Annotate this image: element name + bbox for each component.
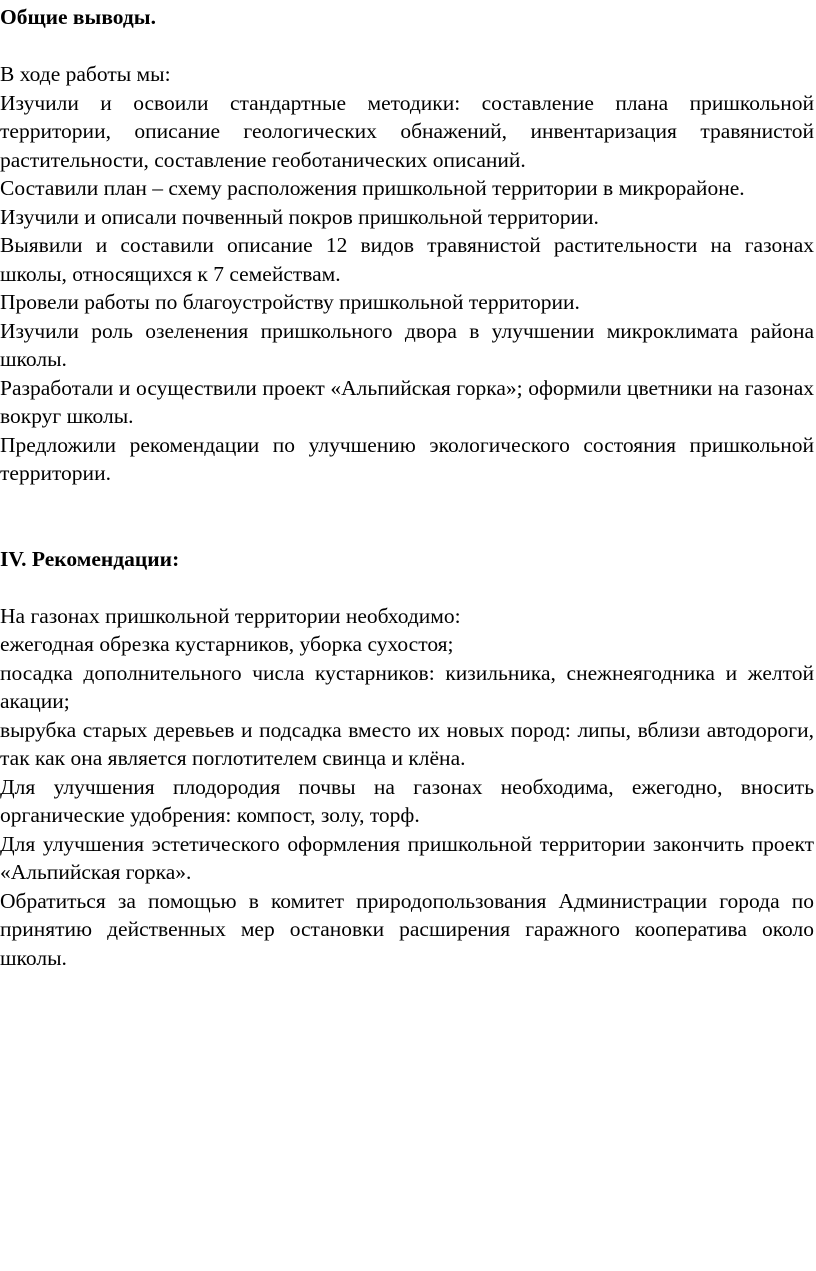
section-heading-recommendations: IV. Рекомендации: <box>0 546 180 571</box>
conclusion-item: Изучили и освоили стандартные методики: составление плана пришкольной территории, описание геологических обнажений, инвентаризация травянистой растительности, составление геоботанических описаний. <box>0 90 814 172</box>
conclusion-item: Предложили рекомендации по улучшению экологического состояния пришкольной территории. <box>0 432 814 485</box>
section-intro: В ходе работы мы: <box>0 62 171 86</box>
recommendation-item: Для улучшения эстетического оформления пришкольной территории закончить проект «Альпийская горка». <box>0 831 814 884</box>
recommendation-item: посадка дополнительного числа кустарников: кизильника, снежнеягодника и желтой акации; <box>0 660 814 713</box>
spacer <box>0 573 814 602</box>
section-heading-general-conclusions: Общие выводы. <box>0 5 156 29</box>
section-intro: На газонах пришкольной территории необходимо: <box>0 603 461 628</box>
recommendation-item: Для улучшения плодородия почвы на газонах необходима, ежегодно, вносить органические удобрения: компост, золу, торф. <box>0 774 814 827</box>
conclusion-item: Разработали и осуществили проект «Альпийская горка»; оформили цветники на газонах вокруг школы. <box>0 375 814 428</box>
recommendation-item: ежегодная обрезка кустарников, уборка сухостоя; <box>0 632 454 656</box>
spacer <box>0 488 814 545</box>
recommendation-item: вырубка старых деревьев и подсадка вместо их новых пород: липы, вблизи автодороги, так как она является поглотителем свинца и клёна. <box>0 717 814 770</box>
conclusion-item: Изучили роль озеленения пришкольного двора в улучшении микроклимата района школы. <box>0 318 814 371</box>
spacer <box>0 32 814 61</box>
conclusion-item: Изучили и описали почвенный покров пришкольной территории. <box>0 204 599 229</box>
conclusion-item: Провели работы по благоустройству пришкольной территории. <box>0 290 580 314</box>
recommendation-item: Обратиться за помощью в комитет природопользования Администрации города по принятию действенных мер остановки расширения гаражного кооператива около школы. <box>0 888 814 970</box>
conclusion-item: Составили план – схему расположения пришкольной территории в микрорайоне. <box>0 176 745 200</box>
conclusion-item: Выявили и составили описание 12 видов травянистой растительности на газонах школы, относящихся к 7 семействам. <box>0 233 814 286</box>
